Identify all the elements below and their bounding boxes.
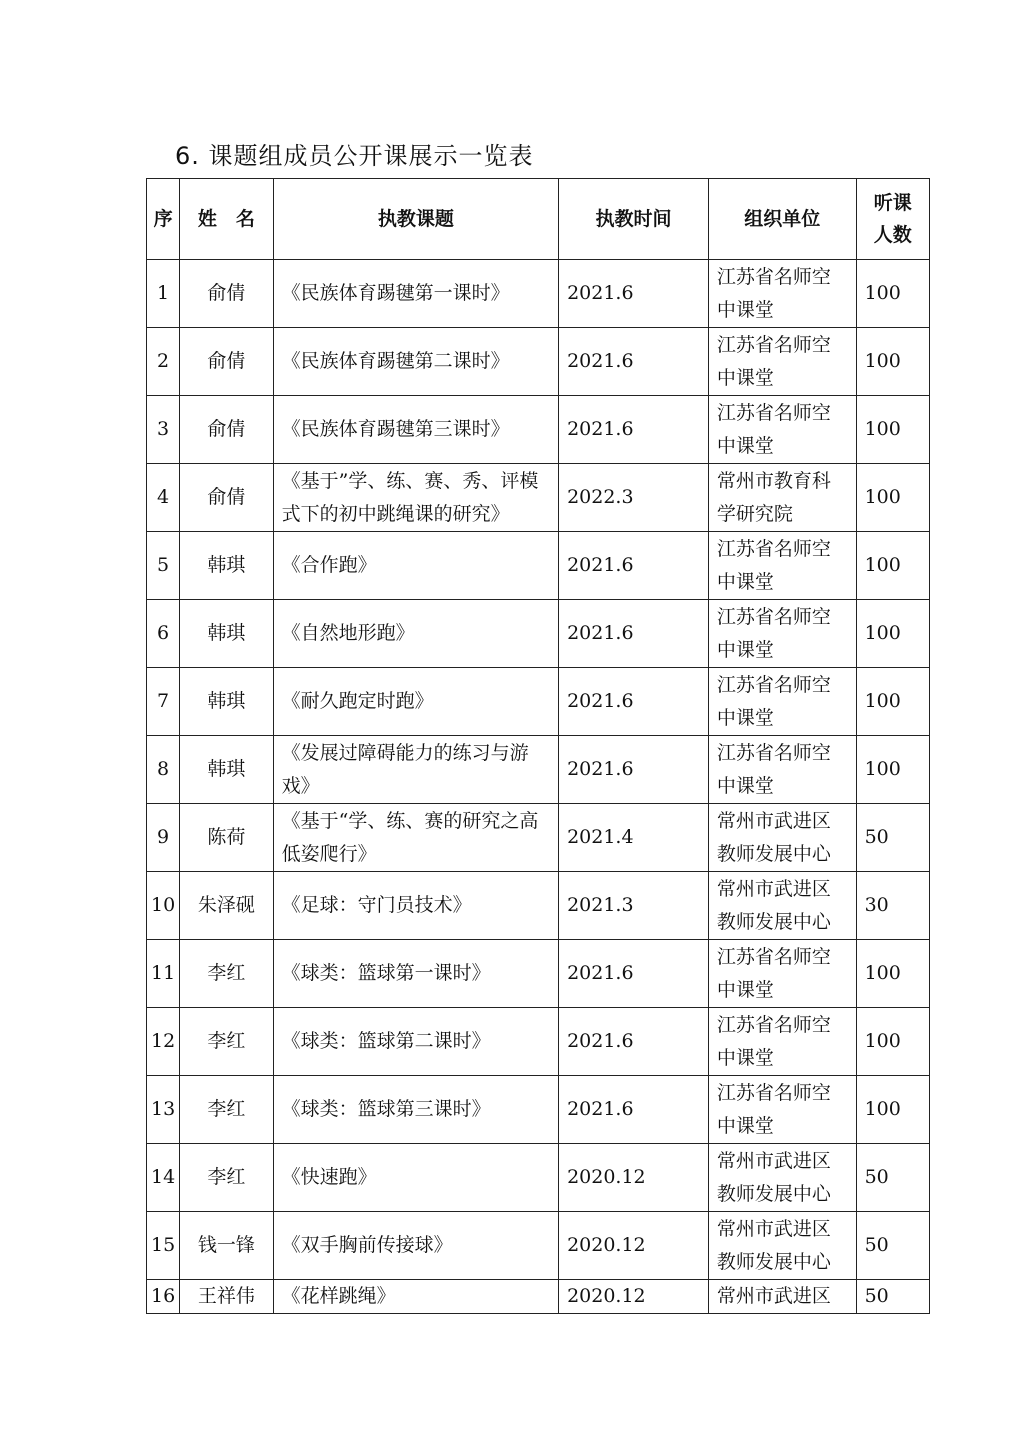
cell-org: 江苏省名师空中课堂 <box>708 1008 856 1076</box>
cell-seq: 16 <box>147 1280 180 1314</box>
header-org: 组织单位 <box>708 179 856 260</box>
cell-count: 100 <box>856 396 929 464</box>
cell-time: 2021.4 <box>559 804 709 872</box>
cell-topic: 《双手胸前传接球》 <box>273 1212 558 1280</box>
cell-time: 2021.6 <box>559 1008 709 1076</box>
header-count-line2: 人数 <box>873 224 912 246</box>
cell-name: 陈荷 <box>180 804 273 872</box>
cell-count: 100 <box>856 532 929 600</box>
cell-org: 江苏省名师空中课堂 <box>708 940 856 1008</box>
cell-seq: 15 <box>147 1212 180 1280</box>
cell-count: 100 <box>856 260 929 328</box>
header-name: 姓 名 <box>180 179 273 260</box>
cell-name: 韩琪 <box>180 736 273 804</box>
lesson-table <box>146 178 930 1314</box>
table-header-row <box>147 179 930 260</box>
cell-time: 2021.6 <box>559 532 709 600</box>
cell-topic: 《合作跑》 <box>273 532 558 600</box>
header-count <box>856 179 929 260</box>
cell-count: 100 <box>856 464 929 532</box>
cell-time: 2021.6 <box>559 736 709 804</box>
cell-seq: 9 <box>147 804 180 872</box>
cell-org: 江苏省名师空中课堂 <box>708 600 856 668</box>
cell-topic: 《基于”学、练、赛、秀、评模式下的初中跳绳课的研究》 <box>273 464 558 532</box>
cell-org: 江苏省名师空中课堂 <box>708 668 856 736</box>
cell-name: 李红 <box>180 1144 273 1212</box>
cell-org: 江苏省名师空中课堂 <box>708 1076 856 1144</box>
cell-org: 常州市武进区 <box>708 1280 856 1314</box>
cell-name: 朱泽砚 <box>180 872 273 940</box>
cell-seq: 10 <box>147 872 180 940</box>
cell-org: 常州市武进区教师发展中心 <box>708 872 856 940</box>
page-title: 6. 课题组成员公开课展示一览表 <box>175 142 534 170</box>
cell-count: 50 <box>856 1280 929 1314</box>
table-row <box>147 396 930 464</box>
cell-count: 30 <box>856 872 929 940</box>
cell-topic: 《民族体育踢毽第三课时》 <box>273 396 558 464</box>
cell-org: 江苏省名师空中课堂 <box>708 328 856 396</box>
table-row <box>147 260 930 328</box>
cell-time: 2021.6 <box>559 260 709 328</box>
header-topic: 执教课题 <box>273 179 558 260</box>
cell-name: 俞倩 <box>180 464 273 532</box>
cell-name: 韩琪 <box>180 600 273 668</box>
cell-name: 李红 <box>180 940 273 1008</box>
header-seq: 序 <box>147 179 180 260</box>
cell-count: 100 <box>856 1076 929 1144</box>
table-row <box>147 736 930 804</box>
cell-topic: 《快速跑》 <box>273 1144 558 1212</box>
cell-topic: 《民族体育踢毽第一课时》 <box>273 260 558 328</box>
cell-time: 2021.6 <box>559 940 709 1008</box>
cell-time: 2021.6 <box>559 328 709 396</box>
cell-count: 50 <box>856 804 929 872</box>
header-time: 执教时间 <box>559 179 709 260</box>
cell-time: 2020.12 <box>559 1212 709 1280</box>
cell-name: 俞倩 <box>180 328 273 396</box>
cell-seq: 1 <box>147 260 180 328</box>
cell-time: 2021.6 <box>559 1076 709 1144</box>
cell-seq: 3 <box>147 396 180 464</box>
table-row <box>147 1212 930 1280</box>
cell-time: 2021.6 <box>559 600 709 668</box>
cell-topic: 《基于“学、练、赛的研究之高低姿爬行》 <box>273 804 558 872</box>
cell-topic: 《球类：篮球第二课时》 <box>273 1008 558 1076</box>
table-row <box>147 1076 930 1144</box>
cell-time: 2022.3 <box>559 464 709 532</box>
cell-count: 100 <box>856 736 929 804</box>
cell-seq: 13 <box>147 1076 180 1144</box>
cell-count: 50 <box>856 1144 929 1212</box>
cell-topic: 《球类：篮球第三课时》 <box>273 1076 558 1144</box>
cell-name: 李红 <box>180 1076 273 1144</box>
cell-seq: 11 <box>147 940 180 1008</box>
cell-time: 2021.6 <box>559 668 709 736</box>
cell-seq: 4 <box>147 464 180 532</box>
cell-org: 江苏省名师空中课堂 <box>708 260 856 328</box>
cell-org: 常州市武进区教师发展中心 <box>708 1144 856 1212</box>
table-row <box>147 668 930 736</box>
table-row <box>147 1280 930 1314</box>
cell-name: 钱一锋 <box>180 1212 273 1280</box>
cell-org: 江苏省名师空中课堂 <box>708 532 856 600</box>
cell-topic: 《花样跳绳》 <box>273 1280 558 1314</box>
cell-org: 常州市武进区教师发展中心 <box>708 804 856 872</box>
cell-seq: 5 <box>147 532 180 600</box>
cell-name: 李红 <box>180 1008 273 1076</box>
table-row <box>147 532 930 600</box>
table-row <box>147 600 930 668</box>
cell-topic: 《足球：守门员技术》 <box>273 872 558 940</box>
cell-name: 韩琪 <box>180 532 273 600</box>
table-row <box>147 328 930 396</box>
table-row <box>147 940 930 1008</box>
cell-topic: 《民族体育踢毽第二课时》 <box>273 328 558 396</box>
table-row <box>147 464 930 532</box>
table-row <box>147 872 930 940</box>
cell-topic: 《球类：篮球第一课时》 <box>273 940 558 1008</box>
cell-name: 王祥伟 <box>180 1280 273 1314</box>
cell-count: 50 <box>856 1212 929 1280</box>
cell-seq: 2 <box>147 328 180 396</box>
cell-topic: 《耐久跑定时跑》 <box>273 668 558 736</box>
cell-org: 江苏省名师空中课堂 <box>708 396 856 464</box>
cell-count: 100 <box>856 940 929 1008</box>
cell-name: 韩琪 <box>180 668 273 736</box>
cell-time: 2020.12 <box>559 1280 709 1314</box>
cell-count: 100 <box>856 1008 929 1076</box>
cell-org: 江苏省名师空中课堂 <box>708 736 856 804</box>
cell-org: 常州市教育科学研究院 <box>708 464 856 532</box>
cell-time: 2021.3 <box>559 872 709 940</box>
table-body <box>147 260 930 1314</box>
cell-count: 100 <box>856 668 929 736</box>
cell-seq: 8 <box>147 736 180 804</box>
table-row <box>147 1144 930 1212</box>
cell-time: 2020.12 <box>559 1144 709 1212</box>
cell-seq: 14 <box>147 1144 180 1212</box>
header-count-line1: 听课 <box>873 192 912 214</box>
cell-name: 俞倩 <box>180 396 273 464</box>
cell-name: 俞倩 <box>180 260 273 328</box>
cell-seq: 6 <box>147 600 180 668</box>
cell-seq: 7 <box>147 668 180 736</box>
cell-count: 100 <box>856 600 929 668</box>
table-row <box>147 804 930 872</box>
table-row <box>147 1008 930 1076</box>
cell-topic: 《发展过障碍能力的练习与游戏》 <box>273 736 558 804</box>
cell-time: 2021.6 <box>559 396 709 464</box>
cell-org: 常州市武进区教师发展中心 <box>708 1212 856 1280</box>
cell-topic: 《自然地形跑》 <box>273 600 558 668</box>
cell-count: 100 <box>856 328 929 396</box>
cell-seq: 12 <box>147 1008 180 1076</box>
